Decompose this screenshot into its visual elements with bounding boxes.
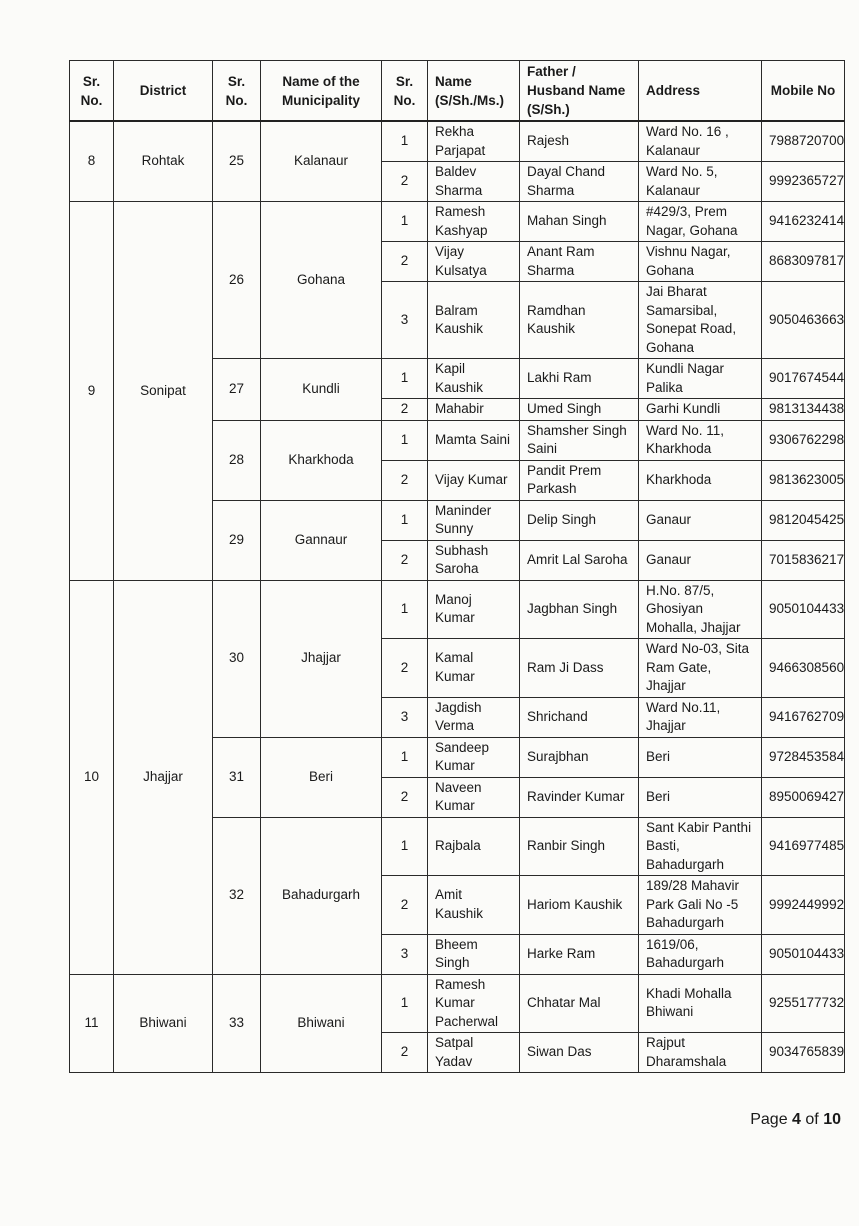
district-sr: 9	[70, 202, 114, 581]
member-father: Dayal Chand Sharma	[520, 162, 639, 202]
member-name: Rekha Parjapat	[428, 121, 520, 162]
municipality-name: Kalanaur	[261, 121, 382, 202]
member-mobile: 9416232414	[762, 202, 845, 242]
municipality-name: Bahadurgarh	[261, 817, 382, 974]
member-father: Delip Singh	[520, 500, 639, 540]
member-sr: 2	[382, 162, 428, 202]
table-body	[70, 121, 845, 1073]
member-name: Jagdish Verma	[428, 697, 520, 737]
district-sr: 10	[70, 580, 114, 974]
member-address: Kharkhoda	[639, 460, 762, 500]
member-mobile: 8950069427	[762, 777, 845, 817]
member-mobile: 9034765839	[762, 1033, 845, 1073]
member-mobile: 9050104433	[762, 934, 845, 974]
member-sr: 3	[382, 697, 428, 737]
member-address: 189/28 Mahavir Park Gali No -5 Bahadurgarh	[639, 876, 762, 935]
member-address: Beri	[639, 737, 762, 777]
member-name: Kamal Kumar	[428, 639, 520, 698]
municipality-name: Kharkhoda	[261, 420, 382, 500]
member-mobile: 9416977485	[762, 817, 845, 876]
header-name: Name (S/Sh./Ms.)	[428, 61, 520, 122]
district-name: Rohtak	[114, 121, 213, 202]
member-sr: 1	[382, 420, 428, 460]
member-mobile: 9416762709	[762, 697, 845, 737]
municipality-sr: 28	[213, 420, 261, 500]
member-sr: 1	[382, 359, 428, 399]
member-sr: 1	[382, 737, 428, 777]
member-sr: 3	[382, 934, 428, 974]
member-father: Rajesh	[520, 121, 639, 162]
member-name: Satpal Yadav	[428, 1033, 520, 1073]
member-sr: 2	[382, 242, 428, 282]
municipality-name: Gannaur	[261, 500, 382, 580]
member-address: Kundli Nagar Palika	[639, 359, 762, 399]
member-name: Rajbala	[428, 817, 520, 876]
member-mobile: 9812045425	[762, 500, 845, 540]
member-sr: 2	[382, 460, 428, 500]
member-father: Amrit Lal Saroha	[520, 540, 639, 580]
header-district-sr: Sr. No.	[70, 61, 114, 122]
member-sr: 1	[382, 500, 428, 540]
member-name: Baldev Sharma	[428, 162, 520, 202]
member-address: Ward No-03, Sita Ram Gate, Jhajjar	[639, 639, 762, 698]
member-address: Beri	[639, 777, 762, 817]
member-address: Ward No. 11, Kharkhoda	[639, 420, 762, 460]
member-name: Amit Kaushik	[428, 876, 520, 935]
member-father: Jagbhan Singh	[520, 580, 639, 639]
member-mobile: 9992449992	[762, 876, 845, 935]
member-father: Ravinder Kumar	[520, 777, 639, 817]
member-sr: 3	[382, 282, 428, 359]
member-mobile: 9255177732	[762, 974, 845, 1033]
header-municipality-sr: Sr. No.	[213, 61, 261, 122]
member-address: #429/3, Prem Nagar, Gohana	[639, 202, 762, 242]
member-name: Mahabir	[428, 399, 520, 421]
municipality-sr: 27	[213, 359, 261, 421]
member-name: Balram Kaushik	[428, 282, 520, 359]
member-father: Umed Singh	[520, 399, 639, 421]
member-mobile: 8683097817	[762, 242, 845, 282]
member-father: Shamsher Singh Saini	[520, 420, 639, 460]
member-sr: 1	[382, 202, 428, 242]
member-mobile: 9992365727	[762, 162, 845, 202]
member-address: Khadi Mohalla Bhiwani	[639, 974, 762, 1033]
member-mobile: 9813623005	[762, 460, 845, 500]
member-name: Manoj Kumar	[428, 580, 520, 639]
member-mobile: 7988720700	[762, 121, 845, 162]
member-mobile: 9017674544	[762, 359, 845, 399]
municipality-sr: 32	[213, 817, 261, 974]
district-sr: 8	[70, 121, 114, 202]
member-sr: 1	[382, 817, 428, 876]
member-mobile: 9813134438	[762, 399, 845, 421]
member-address: Rajput Dharamshala	[639, 1033, 762, 1073]
municipality-sr: 30	[213, 580, 261, 737]
municipality-sr: 25	[213, 121, 261, 202]
member-father: Ramdhan Kaushik	[520, 282, 639, 359]
member-father: Harke Ram	[520, 934, 639, 974]
member-father: Chhatar Mal	[520, 974, 639, 1033]
member-sr: 2	[382, 876, 428, 935]
member-name: Sandeep Kumar	[428, 737, 520, 777]
member-address: Ward No.11, Jhajjar	[639, 697, 762, 737]
municipality-name: Jhajjar	[261, 580, 382, 737]
header-member-sr: Sr. No.	[382, 61, 428, 122]
member-sr: 2	[382, 639, 428, 698]
member-sr: 1	[382, 121, 428, 162]
municipality-name: Beri	[261, 737, 382, 817]
table-row	[70, 580, 845, 639]
member-father: Anant Ram Sharma	[520, 242, 639, 282]
municipality-name: Bhiwani	[261, 974, 382, 1073]
member-father: Lakhi Ram	[520, 359, 639, 399]
member-sr: 1	[382, 580, 428, 639]
district-name: Sonipat	[114, 202, 213, 581]
member-father: Surajbhan	[520, 737, 639, 777]
table-row	[70, 121, 845, 162]
member-name: Subhash Saroha	[428, 540, 520, 580]
member-address: 1619/06, Bahadurgarh	[639, 934, 762, 974]
member-father: Ram Ji Dass	[520, 639, 639, 698]
municipality-sr: 33	[213, 974, 261, 1073]
page-number	[750, 1111, 841, 1129]
member-sr: 2	[382, 540, 428, 580]
member-name: Maninder Sunny	[428, 500, 520, 540]
page-of-word: of	[805, 1111, 819, 1128]
table-header-row	[70, 61, 845, 122]
member-address: Vishnu Nagar, Gohana	[639, 242, 762, 282]
page-word: Page	[750, 1111, 788, 1128]
member-sr: 2	[382, 777, 428, 817]
table-row	[70, 202, 845, 242]
member-name: Ramesh Kumar Pacherwal	[428, 974, 520, 1033]
member-mobile: 9306762298	[762, 420, 845, 460]
municipality-sr: 26	[213, 202, 261, 359]
member-father: Ranbir Singh	[520, 817, 639, 876]
member-address: Jai Bharat Samarsibal, Sonepat Road, Gohana	[639, 282, 762, 359]
member-address: Ganaur	[639, 500, 762, 540]
header-address: Address	[639, 61, 762, 122]
municipality-sr: 31	[213, 737, 261, 817]
table-row	[70, 974, 845, 1033]
district-name: Jhajjar	[114, 580, 213, 974]
member-name: Ramesh Kashyap	[428, 202, 520, 242]
member-mobile: 9728453584	[762, 737, 845, 777]
member-name: Kapil Kaushik	[428, 359, 520, 399]
member-name: Naveen Kumar	[428, 777, 520, 817]
header-mobile: Mobile No	[762, 61, 845, 122]
member-father: Siwan Das	[520, 1033, 639, 1073]
member-father: Mahan Singh	[520, 202, 639, 242]
municipality-name: Gohana	[261, 202, 382, 359]
member-father: Hariom Kaushik	[520, 876, 639, 935]
member-address: Sant Kabir Panthi Basti, Bahadurgarh	[639, 817, 762, 876]
member-father: Shrichand	[520, 697, 639, 737]
municipality-name: Kundli	[261, 359, 382, 421]
header-father: Father / Husband Name (S/Sh.)	[520, 61, 639, 122]
member-name: Bheem Singh	[428, 934, 520, 974]
member-sr: 2	[382, 399, 428, 421]
members-table	[69, 60, 845, 1073]
member-address: Garhi Kundli	[639, 399, 762, 421]
district-name: Bhiwani	[114, 974, 213, 1073]
member-name: Vijay Kulsatya	[428, 242, 520, 282]
page-current: 4	[792, 1111, 801, 1128]
member-address: Ward No. 5, Kalanaur	[639, 162, 762, 202]
district-sr: 11	[70, 974, 114, 1073]
member-address: Ward No. 16 , Kalanaur	[639, 121, 762, 162]
header-municipality: Name of the Municipality	[261, 61, 382, 122]
municipality-sr: 29	[213, 500, 261, 580]
member-address: Ganaur	[639, 540, 762, 580]
member-mobile: 7015836217	[762, 540, 845, 580]
header-district: District	[114, 61, 213, 122]
member-father: Pandit Prem Parkash	[520, 460, 639, 500]
member-mobile: 9050104433	[762, 580, 845, 639]
member-mobile: 9050463663	[762, 282, 845, 359]
page-total: 10	[823, 1111, 841, 1128]
member-address: H.No. 87/5, Ghosiyan Mohalla, Jhajjar	[639, 580, 762, 639]
member-name: Mamta Saini	[428, 420, 520, 460]
member-name: Vijay Kumar	[428, 460, 520, 500]
member-sr: 2	[382, 1033, 428, 1073]
member-mobile: 9466308560	[762, 639, 845, 698]
member-sr: 1	[382, 974, 428, 1033]
